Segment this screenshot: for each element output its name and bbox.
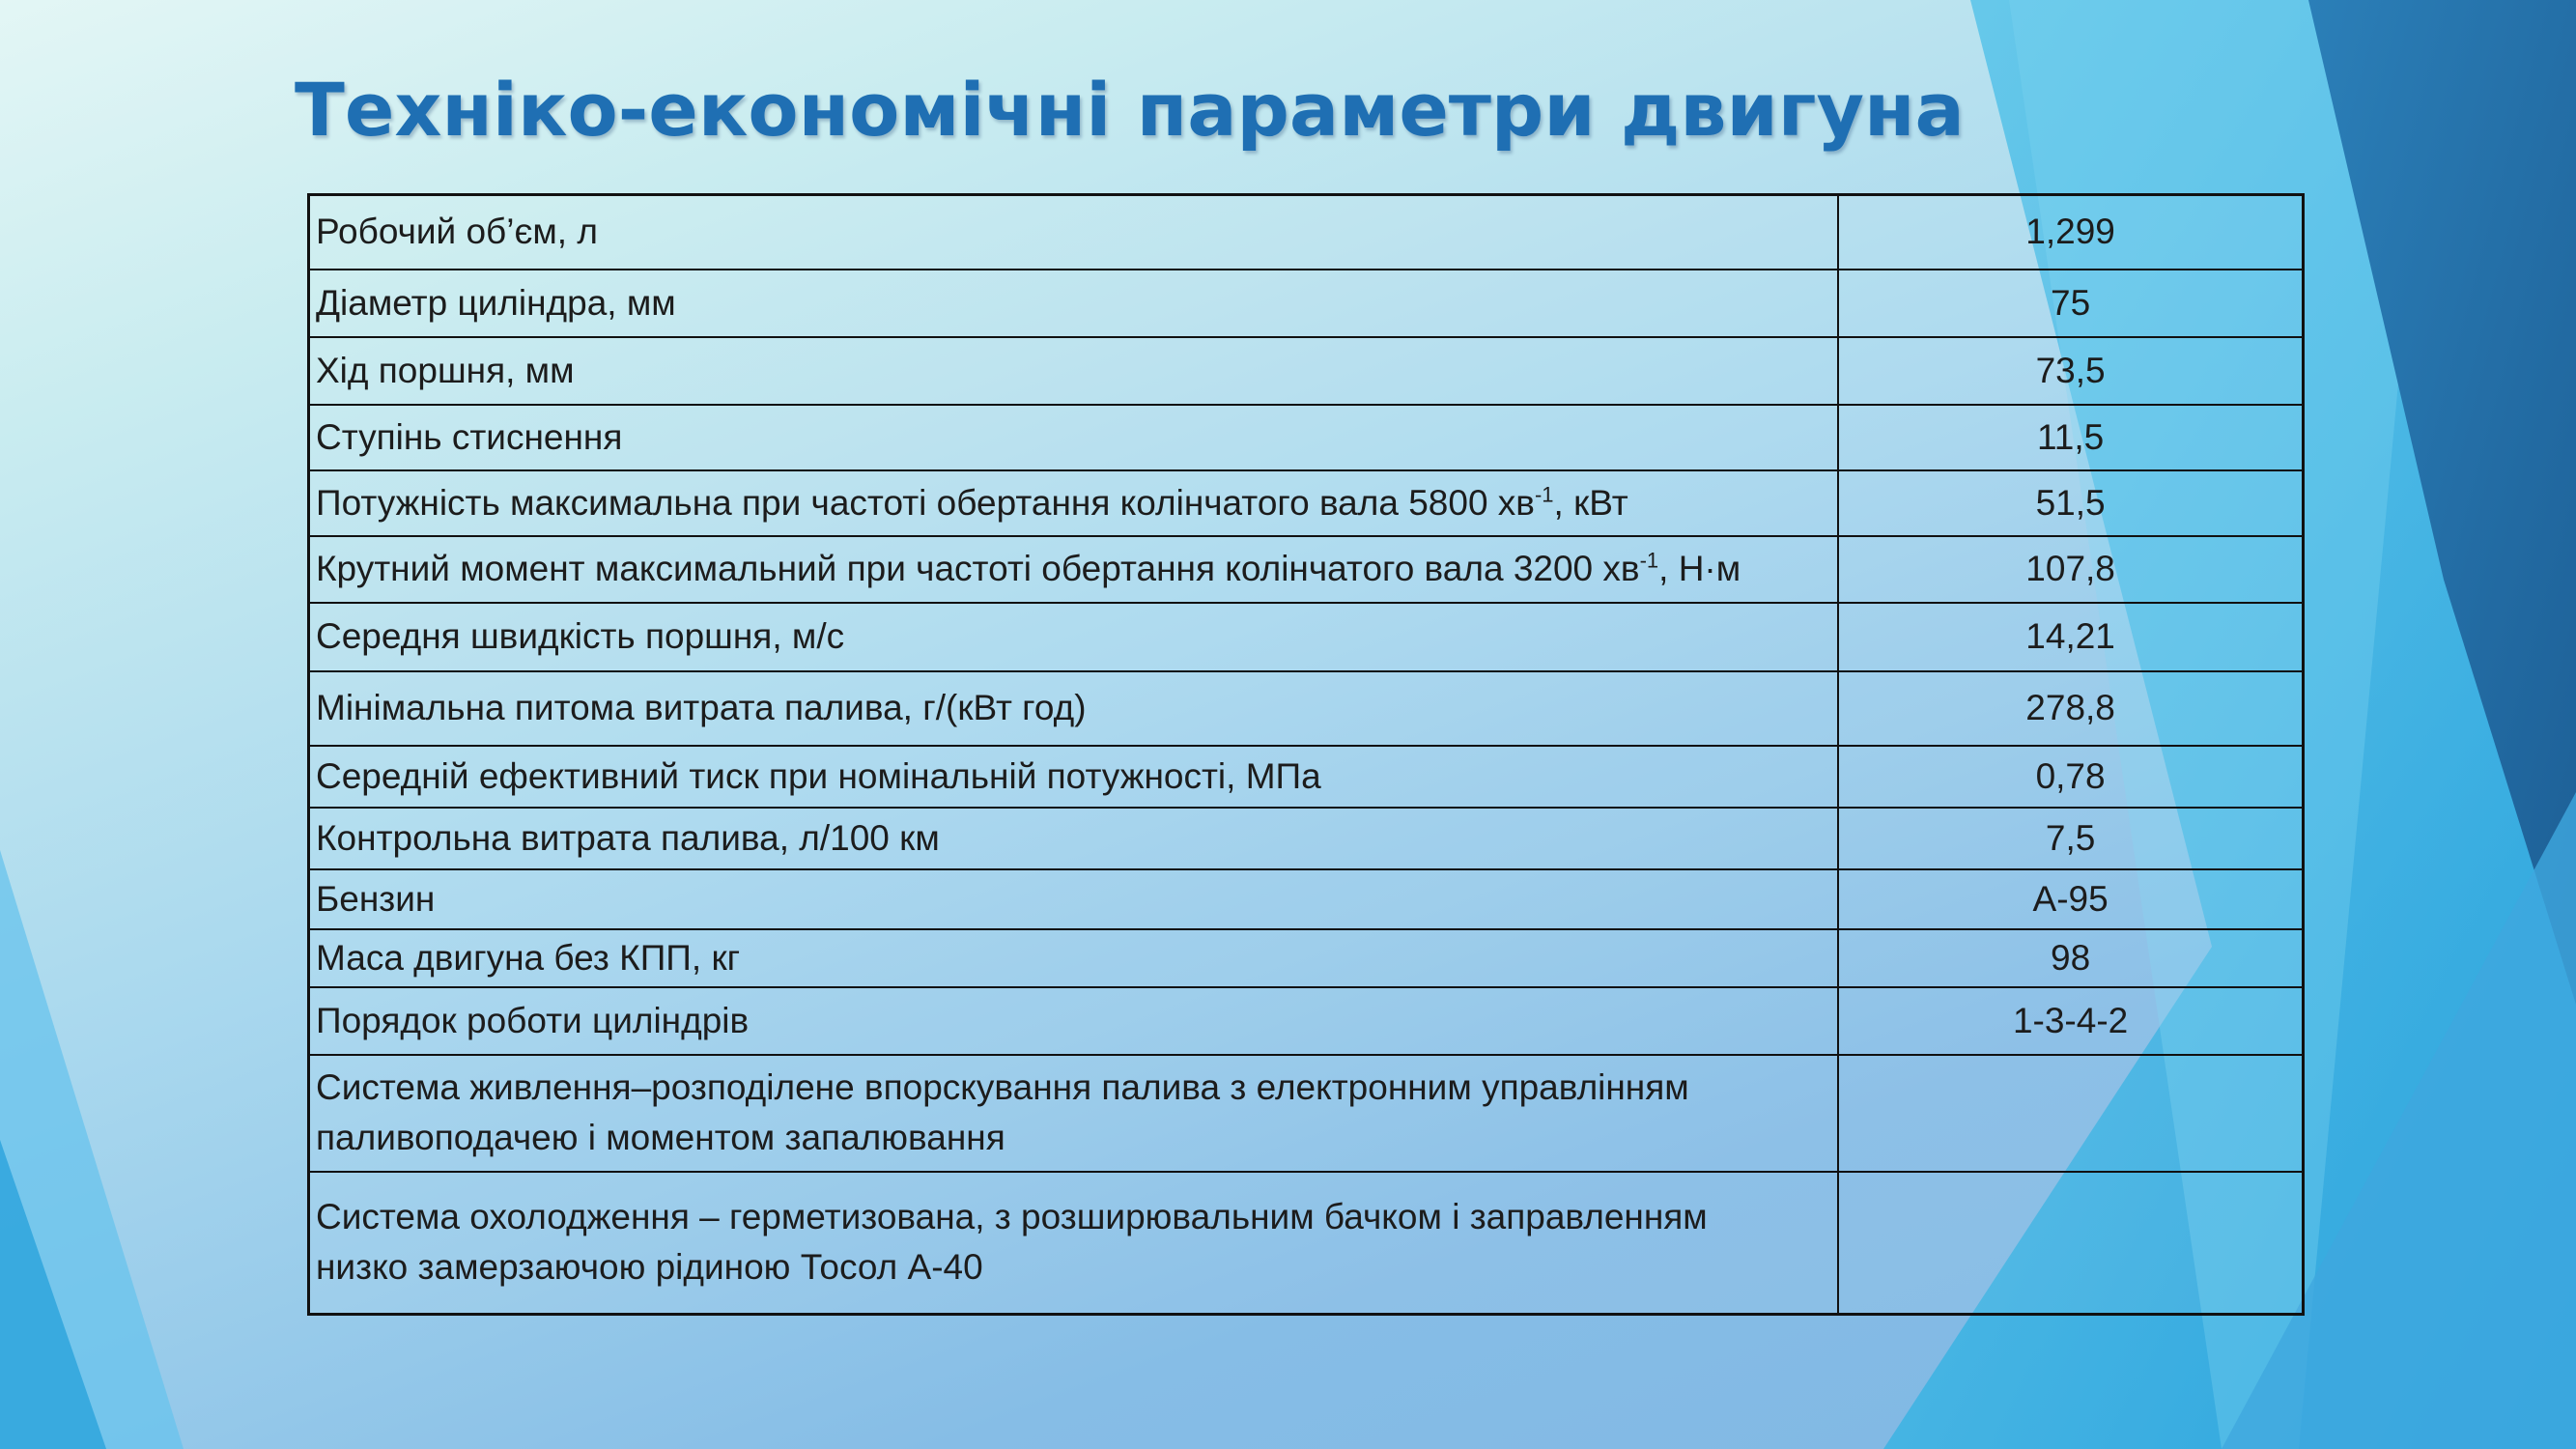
parameter-value [1838, 1172, 2303, 1315]
parameter-value [1838, 1055, 2303, 1172]
unit-exponent: -1 [1534, 482, 1554, 507]
table-row [309, 405, 2304, 470]
parameter-label-text: Робочий об’єм, л [316, 212, 598, 252]
parameter-label-text: Ступінь стиснення [316, 416, 623, 457]
table-row [309, 337, 2304, 405]
parameter-value: 278,8 [1838, 671, 2303, 746]
parameter-label-text: Порядок роботи циліндрів [316, 1000, 750, 1040]
parameter-label-text: Контрольна витрата палива, л/100 км [316, 817, 940, 858]
table-row [309, 603, 2304, 671]
parameter-value: 11,5 [1838, 405, 2303, 470]
parameter-label-text: Мінімальна питома витрата палива, г/(кВт год) [316, 688, 1087, 727]
parameter-label-text: Бензин [316, 878, 436, 919]
table-row [309, 195, 2304, 270]
parameter-label-text: Маса двигуна без КПП, кг [316, 937, 741, 978]
parameter-value: А-95 [1838, 869, 2303, 929]
table-row [309, 808, 2304, 869]
table-row [309, 929, 2304, 987]
parameter-label [309, 195, 1839, 270]
parameter-value: 7,5 [1838, 808, 2303, 869]
parameter-value: 73,5 [1838, 337, 2303, 405]
parameter-label-text: Середній ефективний тиск при номінальній потужності, МПа [316, 755, 1321, 796]
parameter-value: 107,8 [1838, 536, 2303, 603]
parameter-label [309, 1172, 1839, 1315]
parameter-label [309, 603, 1839, 671]
table-row [309, 746, 2304, 808]
parameter-label [309, 536, 1839, 603]
table-row [309, 671, 2304, 746]
parameter-label [309, 671, 1839, 746]
parameter-label-text: Потужність максимальна при частоті обертання колінчатого вала 5800 хв [316, 482, 1535, 523]
table-row [309, 270, 2304, 337]
parameter-label [309, 746, 1839, 808]
parameter-label [309, 987, 1839, 1055]
parameter-unit: , Н·м [1658, 549, 1741, 588]
parameter-label [309, 869, 1839, 929]
parameter-label-text: Система охолодження – герметизована, з розширювальним бачком і заправленням [316, 1197, 1708, 1237]
parameter-label [309, 929, 1839, 987]
parameter-value: 1-3-4-2 [1838, 987, 2303, 1055]
parameter-label [309, 808, 1839, 869]
parameter-label-text: Крутний момент максимальний при частоті обертання колінчатого вала 3200 хв [316, 549, 1640, 588]
parameter-label [309, 405, 1839, 470]
parameter-value: 98 [1838, 929, 2303, 987]
parameter-label-line2: паливоподачею і моментом запалювання [316, 1118, 1005, 1157]
table-row [309, 470, 2304, 536]
table-row [309, 869, 2304, 929]
parameter-value: 14,21 [1838, 603, 2303, 671]
parameter-label [309, 470, 1839, 536]
parameter-label-text: Середня швидкість поршня, м/с [316, 616, 845, 656]
parameter-value: 1,299 [1838, 195, 2303, 270]
parameter-label [309, 270, 1839, 337]
table-row [309, 987, 2304, 1055]
parameter-value: 75 [1838, 270, 2303, 337]
table-row [309, 1055, 2304, 1172]
page-title: Техніко-економічні параметри двигуна [295, 67, 1965, 153]
parameter-label-text: Система живлення–розподілене впорскування палива з електронним управлінням [316, 1067, 1689, 1107]
parameter-value: 51,5 [1838, 470, 2303, 536]
unit-exponent: -1 [1639, 548, 1659, 573]
table-row [309, 536, 2304, 603]
table-row [309, 1172, 2304, 1315]
parameter-label-text: Діаметр циліндра, мм [316, 282, 676, 323]
parameter-label-line2: низко замерзаючою рідиною Тосол А-40 [316, 1247, 983, 1288]
parameter-label-text: Хід поршня, мм [316, 350, 575, 390]
parameter-label [309, 337, 1839, 405]
parameter-label [309, 1055, 1839, 1172]
parameter-unit: , кВт [1553, 482, 1628, 523]
engine-parameters-table [307, 193, 2305, 1316]
parameter-value: 0,78 [1838, 746, 2303, 808]
